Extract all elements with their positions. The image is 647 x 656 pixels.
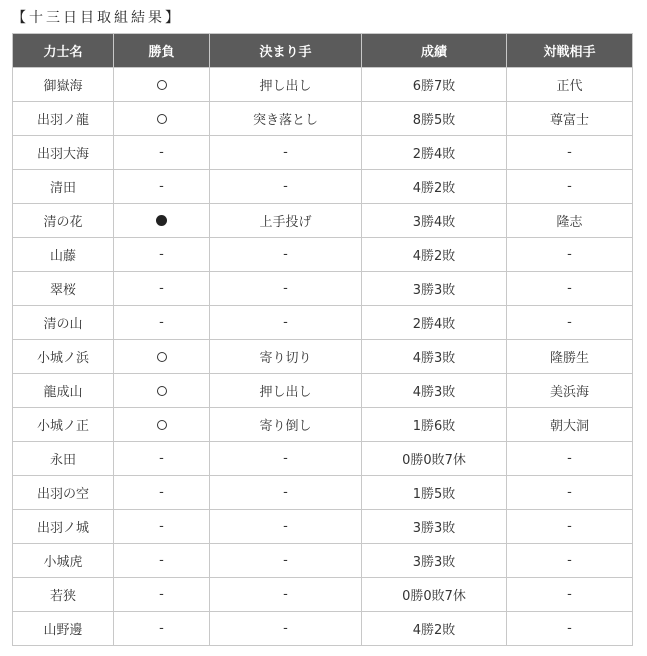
record-cell: 4勝3敗	[362, 374, 507, 408]
wrestler-name-cell: 小城虎	[13, 544, 114, 578]
kimarite-cell: 押し出し	[210, 374, 362, 408]
header-row	[13, 34, 633, 68]
result-cell: -	[114, 476, 210, 510]
wrestler-name-cell: 永田	[13, 442, 114, 476]
record-cell: 4勝2敗	[362, 612, 507, 646]
kimarite-cell: -	[210, 272, 362, 306]
opponent-cell: -	[507, 442, 633, 476]
win-circle-icon	[157, 352, 167, 362]
wrestler-name-cell: 清の山	[13, 306, 114, 340]
wrestler-name-cell: 小城ノ浜	[13, 340, 114, 374]
wrestler-name-cell: 清の花	[13, 204, 114, 238]
wrestler-name-cell: 若狭	[13, 578, 114, 612]
record-cell: 3勝4敗	[362, 204, 507, 238]
column-header-result: 勝負	[114, 34, 210, 68]
result-cell	[114, 340, 210, 374]
table-row	[13, 408, 633, 442]
wrestler-name-cell: 龍成山	[13, 374, 114, 408]
opponent-cell: 朝大洞	[507, 408, 633, 442]
opponent-cell: -	[507, 544, 633, 578]
table-row	[13, 272, 633, 306]
record-cell: 3勝3敗	[362, 510, 507, 544]
result-cell: -	[114, 170, 210, 204]
table-row	[13, 510, 633, 544]
record-cell: 2勝4敗	[362, 136, 507, 170]
opponent-cell: -	[507, 136, 633, 170]
result-cell	[114, 374, 210, 408]
kimarite-cell: -	[210, 136, 362, 170]
table-row	[13, 612, 633, 646]
results-table	[12, 33, 633, 646]
result-cell: -	[114, 510, 210, 544]
wrestler-name-cell: 出羽の空	[13, 476, 114, 510]
win-circle-icon	[157, 386, 167, 396]
table-row	[13, 238, 633, 272]
opponent-cell: 隆志	[507, 204, 633, 238]
kimarite-cell: -	[210, 170, 362, 204]
record-cell: 8勝5敗	[362, 102, 507, 136]
record-cell: 3勝3敗	[362, 272, 507, 306]
win-circle-icon	[157, 420, 167, 430]
wrestler-name-cell: 出羽大海	[13, 136, 114, 170]
record-cell: 4勝3敗	[362, 340, 507, 374]
opponent-cell: -	[507, 306, 633, 340]
win-circle-icon	[157, 80, 167, 90]
result-cell: -	[114, 306, 210, 340]
result-cell: -	[114, 136, 210, 170]
kimarite-cell: -	[210, 510, 362, 544]
column-header-opponent: 対戦相手	[507, 34, 633, 68]
wrestler-name-cell: 山藤	[13, 238, 114, 272]
record-cell: 0勝0敗7休	[362, 442, 507, 476]
wrestler-name-cell: 出羽ノ龍	[13, 102, 114, 136]
kimarite-cell: 寄り倒し	[210, 408, 362, 442]
kimarite-cell: 寄り切り	[210, 340, 362, 374]
wrestler-name-cell: 清田	[13, 170, 114, 204]
column-header-kimarite: 決まり手	[210, 34, 362, 68]
column-header-record: 成績	[362, 34, 507, 68]
wrestler-name-cell: 山野邊	[13, 612, 114, 646]
opponent-cell: 美浜海	[507, 374, 633, 408]
result-cell: -	[114, 238, 210, 272]
wrestler-name-cell: 小城ノ正	[13, 408, 114, 442]
record-cell: 2勝4敗	[362, 306, 507, 340]
kimarite-cell: -	[210, 578, 362, 612]
result-cell: -	[114, 578, 210, 612]
opponent-cell: 尊富士	[507, 102, 633, 136]
kimarite-cell: -	[210, 544, 362, 578]
result-cell: -	[114, 442, 210, 476]
opponent-cell: 正代	[507, 68, 633, 102]
opponent-cell: -	[507, 510, 633, 544]
wrestler-name-cell: 出羽ノ城	[13, 510, 114, 544]
table-row	[13, 476, 633, 510]
table-row	[13, 578, 633, 612]
table-row	[13, 374, 633, 408]
column-header-wrestler: 力士名	[13, 34, 114, 68]
kimarite-cell: -	[210, 306, 362, 340]
record-cell: 4勝2敗	[362, 170, 507, 204]
record-cell: 6勝7敗	[362, 68, 507, 102]
table-row	[13, 340, 633, 374]
opponent-cell: -	[507, 578, 633, 612]
opponent-cell: -	[507, 476, 633, 510]
kimarite-cell: 突き落とし	[210, 102, 362, 136]
table-body	[13, 68, 633, 646]
result-cell: -	[114, 544, 210, 578]
record-cell: 1勝5敗	[362, 476, 507, 510]
win-circle-icon	[157, 114, 167, 124]
kimarite-cell: -	[210, 612, 362, 646]
result-cell	[114, 102, 210, 136]
table-row	[13, 68, 633, 102]
result-cell	[114, 68, 210, 102]
wrestler-name-cell: 翠桜	[13, 272, 114, 306]
table-row	[13, 170, 633, 204]
page-title: 【十三日目取組結果】	[12, 10, 182, 26]
record-cell: 1勝6敗	[362, 408, 507, 442]
record-cell: 0勝0敗7休	[362, 578, 507, 612]
kimarite-cell: -	[210, 442, 362, 476]
kimarite-cell: 押し出し	[210, 68, 362, 102]
record-cell: 3勝3敗	[362, 544, 507, 578]
opponent-cell: -	[507, 238, 633, 272]
opponent-cell: -	[507, 170, 633, 204]
kimarite-cell: -	[210, 476, 362, 510]
result-cell: -	[114, 612, 210, 646]
table-row	[13, 306, 633, 340]
table-row	[13, 136, 633, 170]
table-row	[13, 102, 633, 136]
table-row	[13, 442, 633, 476]
opponent-cell: -	[507, 272, 633, 306]
table-row	[13, 204, 633, 238]
record-cell: 4勝2敗	[362, 238, 507, 272]
table-header	[13, 34, 633, 68]
opponent-cell: 隆勝生	[507, 340, 633, 374]
kimarite-cell: 上手投げ	[210, 204, 362, 238]
kimarite-cell: -	[210, 238, 362, 272]
result-cell: -	[114, 272, 210, 306]
result-cell	[114, 204, 210, 238]
loss-dot-icon	[156, 215, 167, 226]
wrestler-name-cell: 御嶽海	[13, 68, 114, 102]
opponent-cell: -	[507, 612, 633, 646]
result-cell	[114, 408, 210, 442]
table-row	[13, 544, 633, 578]
